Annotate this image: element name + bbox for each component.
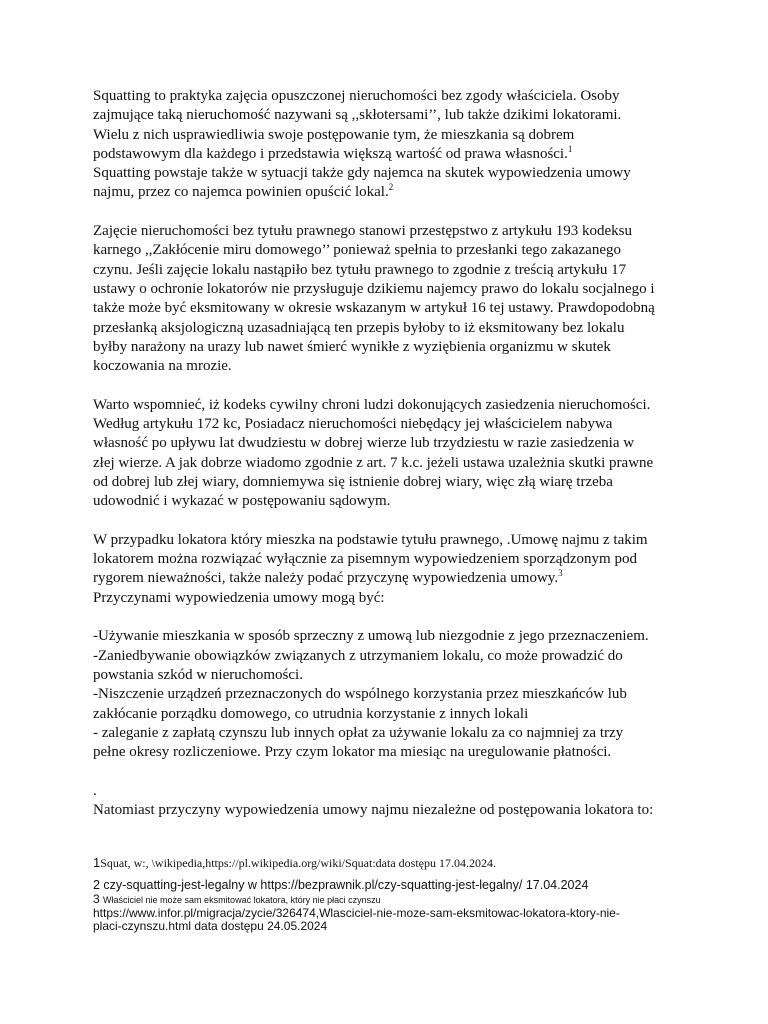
text-line: koczowania na mrozie.	[93, 358, 232, 375]
text-line: karnego ,,Zakłócenie miru domowego’’ ponieważ spełnia to przesłanki tego zakazanego	[93, 242, 621, 259]
list-item: zakłócanie porządku domowego, co utrudnia korzystanie z innych lokali	[93, 705, 529, 722]
text-line: przesłanką aksjologiczną uzasadniającą ten przepis byłoby to iż eksmitowany bez lokalu	[93, 319, 625, 336]
text-line: byłby narażony na urazy lub nawet śmierć wynikłe z wyziębienia organizmu w skutek	[93, 338, 611, 355]
footnote-1	[93, 855, 693, 871]
text-line: Zajęcie nieruchomości bez tytułu prawnego stanowi przestępstwo z artykułu 193 kodeksu	[93, 223, 633, 240]
text-line: Squatting to praktyka zajęcia opuszczonej nieruchomości bez zgody właściciela. Osoby	[93, 88, 620, 104]
paragraph-lease-termination	[93, 531, 683, 608]
footnote-number: 1	[93, 855, 101, 870]
text-line: także może być eksmitowany w okresie wskazanym w artykuł 16 tej ustawy. Prawdopodobną	[93, 300, 655, 317]
text-line: lokatorem można rozwiązać wyłącznie za pisemnym wypowiedzeniem sporządzonym pod	[93, 551, 637, 568]
footnote-title: Właściciel nie może sam eksmitować lokatora, który nie płaci czynszu	[103, 895, 381, 905]
paragraph-other-reasons	[93, 782, 683, 821]
text-line: własność po upływu lat dwudziestu w dobrej wierze lub trzydziestu w razie zasiedzenia w	[93, 435, 635, 452]
footnotes	[93, 855, 693, 934]
footnote-url-line: placi-czynszu.html data dostępu 24.05.2024	[93, 919, 328, 933]
text-line: Według artykułu 172 kc, Posiadacz nieruchomości niebędący jej właścicielem nabywa	[93, 416, 613, 433]
list-termination-reasons	[93, 627, 683, 762]
list-item: pełne okresy rozliczeniowe. Przy czym lokator ma miesiąc na uregulowanie płatności.	[93, 744, 612, 761]
text-line	[93, 569, 683, 588]
text-line: Wielu z nich usprawiedliwia swoje postępowanie tym, że mieszkania są dobrem	[93, 126, 575, 143]
text-line: zajmujące taką nieruchomość nazywani są ,,skłotersami’’, lub także dzikimi lokatorami.	[93, 107, 622, 124]
list-item: -Używanie mieszkania w sposób sprzeczny z umową lub niezgodnie z jego przeznaczeniem.	[93, 628, 649, 645]
text-line: Przyczynami wypowiedzenia umowy mogą być:	[93, 589, 385, 606]
text-line: udowodnić i wykazać w postępowaniu sądowym.	[93, 493, 391, 510]
footnote-ref-3[interactable]: 3	[558, 568, 563, 579]
paragraph-criminal-code	[93, 222, 683, 376]
text-line: czynu. Jeśli zajęcie lokalu nastąpiło bez tytułu prawnego to zgodnie z treścią artykułu 17	[93, 261, 627, 278]
list-item: powstania szkód w nieruchomości.	[93, 666, 303, 683]
text-line-body: rygorem nieważności, także należy podać przyczynę wypowiedzenia umowy.	[93, 570, 559, 587]
footnote-ref-1[interactable]: 1	[567, 143, 573, 154]
footnote-3	[93, 893, 693, 934]
text-line: ustawy o ochronie lokatorów nie przysługuje dzikiemu najemcy prawo do lokalu socjalnego i	[93, 280, 655, 297]
list-item: -Niszczenie urządzeń przeznaczonych do wspólnego korzystania przez mieszkańców lub	[93, 686, 627, 703]
text-line: Natomiast przyczyny wypowiedzenia umowy najmu niezależne od postępowania lokatora to:	[93, 801, 654, 818]
text-line: W przypadku lokatora który mieszka na podstawie tytułu prawnego, .Umowę najmu z takim	[93, 531, 648, 548]
footnote-number: 3	[93, 892, 100, 906]
text-line: złej wierze. A jak dobrze wiadomo zgodnie z art. 7 k.c. jeżeli ustawa uzależnia skutki prawne	[93, 454, 654, 471]
footnote-ref-2[interactable]: 2	[388, 182, 394, 193]
document-body	[93, 87, 683, 820]
text-line: Warto wspomnieć, iż kodeks cywilny chroni ludzi dokonujących zasiedzenia nieruchomości.	[93, 396, 651, 413]
footnote-2: 2 czy-squatting-jest-legalny w https://bezprawnik.pl/czy-squatting-jest-legalny/ 17.04.2024	[93, 878, 589, 892]
text-line	[93, 145, 683, 164]
paragraph-squatting-definition	[93, 87, 683, 164]
text-line: .	[93, 782, 97, 799]
text-line-body: najmu, przez co najemca powinien opuścić lokal.	[93, 184, 389, 201]
footnote-text: Squat, w:, \wikipedia,https://pl.wikipedia.org/wiki/Squat:data dostępu 17.04.2024.	[100, 856, 496, 870]
text-line-body: podstawowym dla każdego i przedstawia większą wartość od prawa własności.	[93, 145, 568, 162]
text-line	[93, 183, 683, 202]
text-line: od dobrej lub złej wiary, domniemywa się istnienie dobrej wiary, więc złą wiarę trzeba	[93, 473, 613, 490]
list-item: -Zaniedbywanie obowiązków związanych z utrzymaniem lokalu, co może prowadzić do	[93, 647, 623, 664]
paragraph-civil-code	[93, 396, 683, 512]
text-line: Squatting powstaje także w sytuacji także gdy najemca na skutek wypowiedzenia umowy	[93, 165, 631, 182]
paragraph-squatting-tenant	[93, 164, 683, 203]
footnote-url-line[interactable]: https://www.infor.pl/migracja/zycie/326474,Wlasciciel-nie-moze-sam-eksmitowac-lokatora-ktory-nie-	[93, 905, 620, 920]
list-item: - zaleganie z zapłatą czynszu lub innych opłat za używanie lokalu za co najmniej za trzy	[93, 724, 624, 741]
